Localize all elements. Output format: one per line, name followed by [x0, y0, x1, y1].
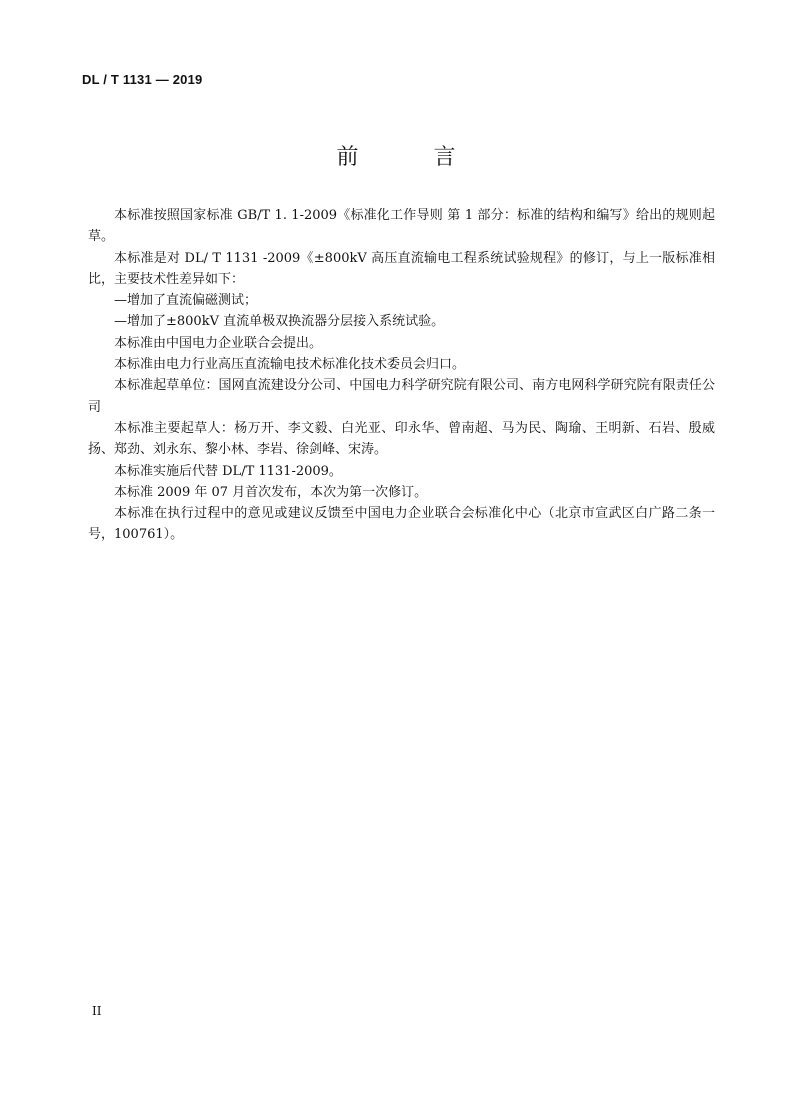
paragraph-drafting-units: 本标准起草单位：国网直流建设分公司、中国电力科学研究院有限公司、南方电网科学研究院有限责任公司	[88, 378, 715, 415]
page-title: 前 言	[336, 145, 490, 170]
paragraph-history: 本标准 2009 年 07 月首次发布，本次为第一次修订。	[114, 484, 428, 500]
paragraph-proposer: 本标准由中国电力企业联合会提出。	[114, 335, 323, 351]
paragraph-change-2: —增加了±800kV 直流单极双换流器分层接入系统试验。	[114, 314, 445, 330]
document-code: DL / T 1131 — 2019	[82, 72, 203, 87]
paragraph-revision-note: 本标准是对 DL/ T 1131 -2009《±800kV 高压直流输电工程系统试验规程》的修订，与上一版标准相比，主要技术性差异如下：	[88, 250, 715, 287]
paragraph-drafters: 本标准主要起草人：杨万开、李文毅、白光亚、印永华、曾南超、马为民、陶瑜、王明新、石岩、殷威扬、郑劲、刘永东、黎小林、李岩、徐剑峰、宋涛。	[88, 420, 715, 458]
paragraph-replaces: 本标准实施后代替 DL/T 1131-2009。	[114, 463, 342, 479]
paragraph-committee: 本标准由电力行业高压直流输电技术标准化技术委员会归口。	[114, 357, 466, 373]
paragraph-drafting-rules: 本标准按照国家标准 GB/T 1. 1-2009《标准化工作导则 第 1 部分：标准的结构和编写》给出的规则起草。	[88, 208, 715, 245]
foreword-body	[88, 205, 715, 546]
page-number: II	[92, 1004, 102, 1018]
paragraph-feedback: 本标准在执行过程中的意见或建议反馈至中国电力企业联合会标准化中心（北京市宣武区白广路二条一号，100761）。	[88, 506, 715, 543]
paragraph-change-1: —增加了直流偏磁测试；	[114, 293, 258, 309]
